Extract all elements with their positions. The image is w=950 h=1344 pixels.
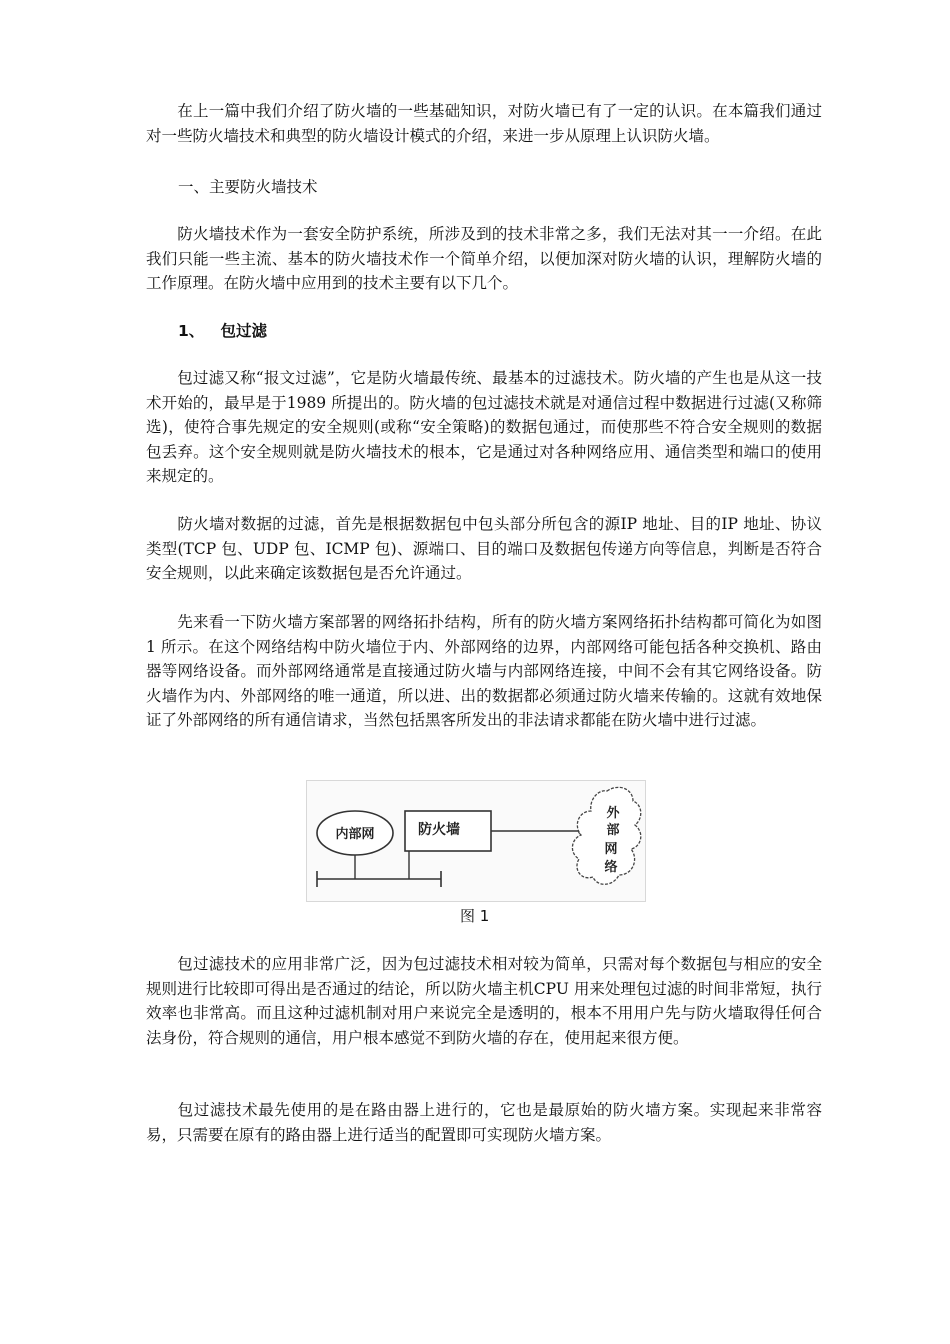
subsection-heading (178, 319, 267, 343)
subsection-title: 包过滤 (220, 322, 268, 340)
filtering-rules-paragraph: 防火墙对数据的过滤，首先是根据数据包中包头部分所包含的源IP 地址、目的IP 地址、协议类型(TCP 包、UDP 包、ICMP 包)、源端口、目的端口及数据包传递方向等信息，判断是否符合安全规则，以此来确定该数据包是否允许通过。 (146, 515, 822, 582)
external-network-char-2: 部 (606, 823, 620, 838)
network-topology-figure (306, 780, 646, 902)
internal-network-label: 内部网 (335, 827, 375, 842)
intro-paragraph: 在上一篇中我们介绍了防火墙的一些基础知识，对防火墙已有了一定的认识。在本篇我们通过对一些防火墙技术和典型的防火墙设计模式的介绍，来进一步从原理上认识防火墙。 (146, 102, 822, 145)
tech-overview-paragraph: 防火墙技术作为一套安全防护系统，所涉及到的技术非常之多，我们无法对其一一介绍。在此我们只能一些主流、基本的防火墙技术作一个简单介绍，以便加深对防火墙的认识，理解防火墙的工作原理。在防火墙中应用到的技术主要有以下几个。 (146, 225, 822, 292)
external-network-char-1: 外 (606, 806, 620, 821)
firewall-label: 防火墙 (418, 822, 460, 838)
topology-diagram (307, 781, 645, 901)
topology-paragraph: 先来看一下防火墙方案部署的网络拓扑结构，所有的防火墙方案网络拓扑结构都可简化为如图 1 所示。在这个网络结构中防火墙位于内、外部网络的边界，内部网络可能包括各种交换机、路由器等网络设备。而外部网络通常是直接通过防火墙与内部网络连接，中间不会有其它网络设备。防火墙作为内、外部网络的唯一通道，所以进、出的数据都必须通过防火墙来传输的。这就有效地保证了外部网络的所有通信请求，当然包括黑客所发出的非法请求都能在防火墙中进行过滤。 (146, 613, 822, 729)
router-implementation-paragraph: 包过滤技术最先使用的是在路由器上进行的，它也是最原始的防火墙方案。实现起来非常容易，只需要在原有的路由器上进行适当的配置即可实现防火墙方案。 (146, 1101, 822, 1144)
external-network-char-4: 络 (604, 860, 618, 875)
subsection-number: 1、 (178, 322, 205, 340)
section-heading: 一、主要防火墙技术 (178, 178, 318, 196)
packet-filter-paragraph: 包过滤又称“报文过滤”，它是防火墙最传统、最基本的过滤技术。防火墙的产生也是从这一技术开始的，最早是于1989 所提出的。防火墙的包过滤技术就是对通信过程中数据进行过滤(又称筛选)，使符合事先规定的安全规则(或称“安全策略)的数据包通过，而使那些不符合安全规则的数据包丢弃。这个安全规则就是防火墙技术的根本，它是通过对各种网络应用、通信类型和端口的使用来规定的。 (146, 369, 822, 485)
external-network-char-3: 网 (604, 842, 618, 857)
filter-advantages-paragraph: 包过滤技术的应用非常广泛，因为包过滤技术相对较为简单，只需对每个数据包与相应的安全规则进行比较即可得出是否通过的结论，所以防火墙主机CPU 用来处理包过滤的时间非常短，执行效率也非常高。而且这种过滤机制对用户来说完全是透明的，根本不用用户先与防火墙取得任何合法身份，符合规则的通信，用户根本感觉不到防火墙的存在，使用起来很方便。 (146, 955, 822, 1047)
figure-caption: 图 1 (460, 907, 490, 925)
